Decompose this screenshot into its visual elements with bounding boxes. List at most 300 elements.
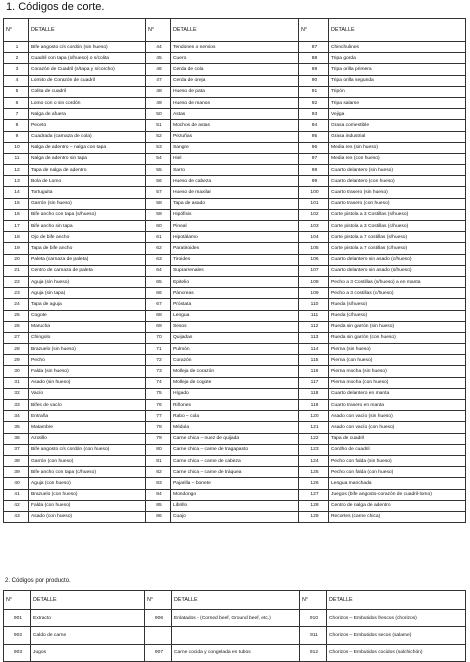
code-detail: Corte pistola a 7 costillas (c/hueso) [329, 243, 466, 254]
code-number: 119 [299, 400, 329, 411]
code-detail: Tripón [329, 86, 466, 97]
code-number: 14 [4, 187, 29, 198]
code-detail: Próstata [171, 299, 299, 310]
table-row [4, 153, 466, 164]
code-number: 85 [146, 500, 171, 511]
code-detail: Centro de nalga de adentro [329, 500, 466, 511]
code-detail: Carne chica – nuez de quijada [171, 433, 299, 444]
code-detail: Tiroides [171, 254, 299, 265]
code-number: 101 [299, 198, 329, 209]
code-detail: Nalga de afuera [29, 109, 146, 120]
code-number: 17 [4, 221, 29, 232]
header-num: N° [146, 19, 171, 42]
code-number: 103 [299, 221, 329, 232]
code-detail: Corazón de Cuadril (s/tapa y s/corcho) [29, 64, 146, 75]
code-number: 42 [4, 500, 29, 511]
code-number: 94 [299, 120, 329, 131]
code-detail: Pierna (con hueso) [329, 355, 466, 366]
code-number: 48 [146, 86, 171, 97]
code-detail: Cuadril con tapa (s/hueso) o s/colita [29, 53, 146, 64]
code-number: 45 [146, 53, 171, 64]
table-row [4, 400, 466, 411]
code-detail: Carne chica – carne de tragapasto [171, 444, 299, 455]
code-number: 60 [146, 221, 171, 232]
code-detail: Rueda sin garrón (con hueso) [329, 332, 466, 343]
code-detail: Tripa orilla primera [329, 64, 466, 75]
code-detail: Tapa de bife ancho [29, 243, 146, 254]
table-row [4, 344, 466, 355]
code-detail: Hígado [171, 388, 299, 399]
code-number: 65 [146, 276, 171, 287]
code-number: 122 [299, 433, 329, 444]
code-detail: Tripa salame [329, 97, 466, 108]
code-detail: Garrón (con hueso) [29, 455, 146, 466]
code-number: 113 [299, 332, 329, 343]
code-number: 28 [4, 344, 29, 355]
table-row [4, 64, 466, 75]
header-detail: DETALLE [29, 19, 146, 42]
table-row [4, 176, 466, 187]
table-row [4, 411, 466, 422]
code-detail: Azotillo [29, 433, 146, 444]
code-detail: Pulmón [171, 344, 299, 355]
section-title-product-codes: 2. Códigos por producto. [5, 578, 71, 584]
code-number: 30 [4, 366, 29, 377]
table-header-row [4, 591, 466, 610]
code-number: 44 [146, 42, 171, 53]
code-detail: Molleja de cogote [171, 377, 299, 388]
code-number: 18 [4, 232, 29, 243]
code-number: 62 [146, 243, 171, 254]
code-number: 116 [299, 366, 329, 377]
code-number: 71 [146, 344, 171, 355]
code-number: 55 [146, 165, 171, 176]
code-detail: Enlatados - (Corned beef, Ground beef, etc.) [172, 610, 300, 627]
table-row [4, 288, 466, 299]
code-detail: Nalga de adentro sin tapa [29, 153, 146, 164]
code-number: 37 [4, 444, 29, 455]
table-row [4, 299, 466, 310]
code-number: 120 [299, 411, 329, 422]
code-detail: Chorizos – Embutidos cocidos (salchichón) [327, 644, 466, 661]
code-number: 911 [300, 627, 327, 644]
code-number [145, 627, 172, 644]
code-detail: Pierna (sin hueso) [329, 344, 466, 355]
code-number: 86 [146, 511, 171, 522]
code-detail: Colita de cuadril [29, 86, 146, 97]
code-detail: Peceto [29, 120, 146, 131]
code-detail: Bola de Lomo [29, 176, 146, 187]
code-detail: Bife ancho con tapa (s/hueso) [29, 209, 146, 220]
code-detail: Pineal [171, 221, 299, 232]
code-detail: Jugos [31, 644, 145, 661]
code-detail: Carne cocida y congelada en tubos [172, 644, 300, 661]
code-number: 81 [146, 455, 171, 466]
code-number: 83 [146, 478, 171, 489]
table-row [4, 500, 466, 511]
code-detail: Recortes (carne chica) [329, 511, 466, 522]
table-row [4, 511, 466, 522]
table-row [4, 209, 466, 220]
table-row [4, 422, 466, 433]
code-number: 910 [300, 610, 327, 627]
code-number: 126 [299, 478, 329, 489]
header-num: N° [4, 19, 29, 42]
code-detail: Mondongo [171, 489, 299, 500]
code-detail: Vejiga [329, 109, 466, 120]
header-num: N° [299, 19, 329, 42]
code-detail: Falda (con hueso) [29, 500, 146, 511]
code-detail: Bife ancho con tapa (c/hueso) [29, 467, 146, 478]
code-number: 2 [4, 53, 29, 64]
code-number: 47 [146, 75, 171, 86]
code-detail: Juegos (bife angosto-corazón de cuadril-lomo) [329, 489, 466, 500]
code-detail: Corte pistola a 3 Costillas (c/hueso) [329, 221, 466, 232]
table-row [4, 254, 466, 265]
code-number: 121 [299, 422, 329, 433]
table-row [4, 221, 466, 232]
code-number: 100 [299, 187, 329, 198]
code-number: 110 [299, 299, 329, 310]
code-number: 52 [146, 131, 171, 142]
code-number: 104 [299, 232, 329, 243]
code-detail: Aguja (con hueso) [29, 478, 146, 489]
code-detail: Cuajo [171, 511, 299, 522]
code-number: 26 [4, 321, 29, 332]
code-number: 75 [146, 388, 171, 399]
table-row [4, 187, 466, 198]
code-detail: Mochos de astas [171, 120, 299, 131]
code-detail: Chinchulines [329, 42, 466, 53]
code-detail: Chorizos – Embutidos frescos (chorizos) [327, 610, 466, 627]
code-number: 77 [146, 411, 171, 422]
code-detail: Entraña [29, 411, 146, 422]
code-number: 111 [299, 310, 329, 321]
code-number: 43 [4, 511, 29, 522]
code-detail: Pierna mocha (con hueso) [329, 377, 466, 388]
code-detail: Corazón [171, 355, 299, 366]
code-detail: Grasa industrial [329, 131, 466, 142]
code-detail: Grasa comestible [329, 120, 466, 131]
code-detail: Cuero [171, 53, 299, 64]
code-detail: Rueda (s/hueso) [329, 299, 466, 310]
code-detail: Tapa de cuadril [329, 433, 466, 444]
code-number: 57 [146, 187, 171, 198]
code-detail: Quijadas [171, 332, 299, 343]
cut-codes-table [3, 18, 466, 523]
code-detail: Paleta (carnaza de paleta) [29, 254, 146, 265]
code-number: 903 [4, 644, 31, 661]
table-row [4, 265, 466, 276]
code-detail: Bife ancho sin tapa [29, 221, 146, 232]
code-number: 84 [146, 489, 171, 500]
code-number: 58 [146, 198, 171, 209]
code-detail: Cuadrada (carnaza de cola) [29, 131, 146, 142]
code-detail: Hipotálamo [171, 232, 299, 243]
code-detail: Carne chica – carne de tráquea [171, 467, 299, 478]
code-number: 1 [4, 42, 29, 53]
table-row [4, 455, 466, 466]
table-row [4, 433, 466, 444]
code-number: 40 [4, 478, 29, 489]
code-detail: Rueda sin garrón (sin hueso) [329, 321, 466, 332]
code-number: 46 [146, 64, 171, 75]
table-row [4, 276, 466, 287]
code-number: 125 [299, 467, 329, 478]
code-detail: Sangre [171, 142, 299, 153]
table-row [4, 377, 466, 388]
code-detail: Vacío [29, 388, 146, 399]
code-detail: Brazuelo (con hueso) [29, 489, 146, 500]
code-number: 36 [4, 433, 29, 444]
code-number: 32 [4, 388, 29, 399]
code-number: 124 [299, 455, 329, 466]
code-number: 901 [4, 610, 31, 627]
table-row [4, 489, 466, 500]
code-number: 69 [146, 321, 171, 332]
code-detail: Pierna mocha (sin hueso) [329, 366, 466, 377]
code-detail: Tapa de asado [171, 198, 299, 209]
code-number: 128 [299, 500, 329, 511]
code-detail: Asado (sin hueso) [29, 377, 146, 388]
table-row [4, 627, 466, 644]
code-number: 93 [299, 109, 329, 120]
code-number: 91 [299, 86, 329, 97]
code-number: 7 [4, 109, 29, 120]
table-row [4, 444, 466, 455]
table-row [4, 610, 466, 627]
code-detail: Tapa de aguja [29, 299, 146, 310]
code-detail: Suprarrenales [171, 265, 299, 276]
code-number: 66 [146, 288, 171, 299]
code-number: 907 [145, 644, 172, 661]
table-row [4, 109, 466, 120]
code-detail: Cuarto delantero (sin hueso) [329, 165, 466, 176]
code-detail: Epitelio [171, 276, 299, 287]
code-detail: Médula [171, 422, 299, 433]
code-number: 61 [146, 232, 171, 243]
table-row [4, 332, 466, 343]
code-detail: Hueso de maxilar [171, 187, 299, 198]
code-detail: Hueso de manos [171, 97, 299, 108]
code-detail: Paratiroides [171, 243, 299, 254]
table-row [4, 120, 466, 131]
code-detail: Riñones [171, 400, 299, 411]
code-number: 114 [299, 344, 329, 355]
code-detail: Falda (sin hueso) [29, 366, 146, 377]
code-detail: Chorizos – Embutidos secos (salame) [327, 627, 466, 644]
header-detail: DETALLE [31, 591, 145, 610]
table-row [4, 310, 466, 321]
code-detail: Asado con vacío (con hueso) [329, 422, 466, 433]
code-detail: Nalga de adentro – nalga con tapa [29, 142, 146, 153]
code-number: 23 [4, 288, 29, 299]
table-row [4, 42, 466, 53]
code-number: 912 [300, 644, 327, 661]
code-detail: Media res (con hueso) [329, 153, 466, 164]
code-number: 115 [299, 355, 329, 366]
table-row [4, 232, 466, 243]
code-number: 20 [4, 254, 29, 265]
table-row [4, 243, 466, 254]
code-detail: Lomo con o sin cordón [29, 97, 146, 108]
code-detail: Tripa gorda [329, 53, 466, 64]
code-detail: Cuarto delantero (con hueso) [329, 176, 466, 187]
code-number: 127 [299, 489, 329, 500]
table-row [4, 198, 466, 209]
code-number: 68 [146, 310, 171, 321]
code-number: 24 [4, 299, 29, 310]
code-number: 96 [299, 142, 329, 153]
code-number: 5 [4, 86, 29, 97]
header-detail: DETALLE [327, 591, 466, 610]
code-detail: Aguja (sin tapa) [29, 288, 146, 299]
code-detail: Cerda de oreja [171, 75, 299, 86]
code-number: 106 [299, 254, 329, 265]
code-number: 107 [299, 265, 329, 276]
code-number: 80 [146, 444, 171, 455]
code-number: 64 [146, 265, 171, 276]
code-number: 87 [299, 42, 329, 53]
code-number: 27 [4, 332, 29, 343]
code-number: 105 [299, 243, 329, 254]
code-number: 10 [4, 142, 29, 153]
code-detail: Sarro [171, 165, 299, 176]
code-number: 92 [299, 97, 329, 108]
code-detail: Cuarto trasero (sin hueso) [329, 187, 466, 198]
code-detail: Hiel [171, 153, 299, 164]
table-row [4, 53, 466, 64]
code-number: 99 [299, 176, 329, 187]
code-number: 902 [4, 627, 31, 644]
code-detail: Asado con vacío (sin hueso) [329, 411, 466, 422]
header-detail: DETALLE [172, 591, 300, 610]
table-row [4, 97, 466, 108]
table-row [4, 165, 466, 176]
code-number: 29 [4, 355, 29, 366]
code-detail: Cogote [29, 310, 146, 321]
header-num: N° [4, 591, 31, 610]
code-number: 129 [299, 511, 329, 522]
code-detail: Sesos [171, 321, 299, 332]
code-number: 35 [4, 422, 29, 433]
code-detail: Asado (con hueso) [29, 511, 146, 522]
table-row [4, 131, 466, 142]
code-number: 76 [146, 400, 171, 411]
code-number: 906 [145, 610, 172, 627]
code-number: 89 [299, 64, 329, 75]
code-number: 25 [4, 310, 29, 321]
code-detail: Pecho a 3 Costillas (s/hueso) a en manta [329, 276, 466, 287]
code-detail: Hueso de pata [171, 86, 299, 97]
code-detail: Chingolo [29, 332, 146, 343]
code-number: 109 [299, 288, 329, 299]
code-number: 41 [4, 489, 29, 500]
code-number: 97 [299, 153, 329, 164]
code-detail: Bife angosto c/s cordón (con hueso) [29, 444, 146, 455]
code-number: 67 [146, 299, 171, 310]
code-number: 15 [4, 198, 29, 209]
code-detail: Rueda (c/hueso) [329, 310, 466, 321]
code-detail: Pecho [29, 355, 146, 366]
code-detail: Hipófisis [171, 209, 299, 220]
code-detail: Brazuelo (sin hueso) [29, 344, 146, 355]
product-codes-table [3, 590, 466, 662]
table-row [4, 467, 466, 478]
code-detail: Lomito de Corazón de cuadril [29, 75, 146, 86]
table-row [4, 321, 466, 332]
code-detail: Cordho de cuadril [329, 444, 466, 455]
code-number: 4 [4, 75, 29, 86]
code-detail: Rabo – cola [171, 411, 299, 422]
code-number: 22 [4, 276, 29, 287]
code-detail: Garrón (sin hueso) [29, 198, 146, 209]
code-number: 117 [299, 377, 329, 388]
code-number: 12 [4, 165, 29, 176]
code-detail: Tripa orilla segunda [329, 75, 466, 86]
table-header-row [4, 19, 466, 42]
code-detail: Lengua [171, 310, 299, 321]
code-detail: Astas [171, 109, 299, 120]
code-number: 82 [146, 467, 171, 478]
code-number: 108 [299, 276, 329, 287]
code-number: 33 [4, 400, 29, 411]
code-detail: Ojo de bife ancho [29, 232, 146, 243]
code-detail: Cuarto trasero (con hueso) [329, 198, 466, 209]
code-number: 19 [4, 243, 29, 254]
code-detail: Tendones o nervios [171, 42, 299, 53]
code-number: 88 [299, 53, 329, 64]
code-number: 50 [146, 109, 171, 120]
code-detail: Media res (sin hueso) [329, 142, 466, 153]
code-number: 112 [299, 321, 329, 332]
code-detail [172, 627, 300, 644]
code-detail: Marucha [29, 321, 146, 332]
code-number: 13 [4, 176, 29, 187]
code-number: 16 [4, 209, 29, 220]
table-row [4, 388, 466, 399]
code-detail: Pezuñas [171, 131, 299, 142]
code-number: 70 [146, 332, 171, 343]
code-number: 78 [146, 422, 171, 433]
code-number: 21 [4, 265, 29, 276]
table-row [4, 142, 466, 153]
section-title-cut-codes: 1. Códigos de corte. [6, 1, 105, 13]
code-detail: Lengua manchada [329, 478, 466, 489]
table-row [4, 355, 466, 366]
code-detail: Carne chica – carne de cabeza [171, 455, 299, 466]
code-number: 79 [146, 433, 171, 444]
code-detail: Páncreas [171, 288, 299, 299]
code-detail: Pecho con falda (con hueso) [329, 467, 466, 478]
header-detail: DETALLE [171, 19, 299, 42]
code-detail: Molleja de corazón [171, 366, 299, 377]
code-number: 63 [146, 254, 171, 265]
code-detail: Pecho a 3 costillas (c/hueso) [329, 288, 466, 299]
code-detail: Cuarto delantero sin asado (c/hueso) [329, 254, 466, 265]
code-number: 31 [4, 377, 29, 388]
code-number: 6 [4, 97, 29, 108]
code-detail: Corte pistola a 7 costillas (s/hueso) [329, 232, 466, 243]
code-number: 74 [146, 377, 171, 388]
code-detail: Cuarto trasero en manta [329, 400, 466, 411]
code-number: 8 [4, 120, 29, 131]
code-detail: Bife angosto c/s cordón (sin hueso) [29, 42, 146, 53]
code-number: 54 [146, 153, 171, 164]
code-number: 39 [4, 467, 29, 478]
code-detail: Tortuguita [29, 187, 146, 198]
code-detail: Bifes de vacío [29, 400, 146, 411]
